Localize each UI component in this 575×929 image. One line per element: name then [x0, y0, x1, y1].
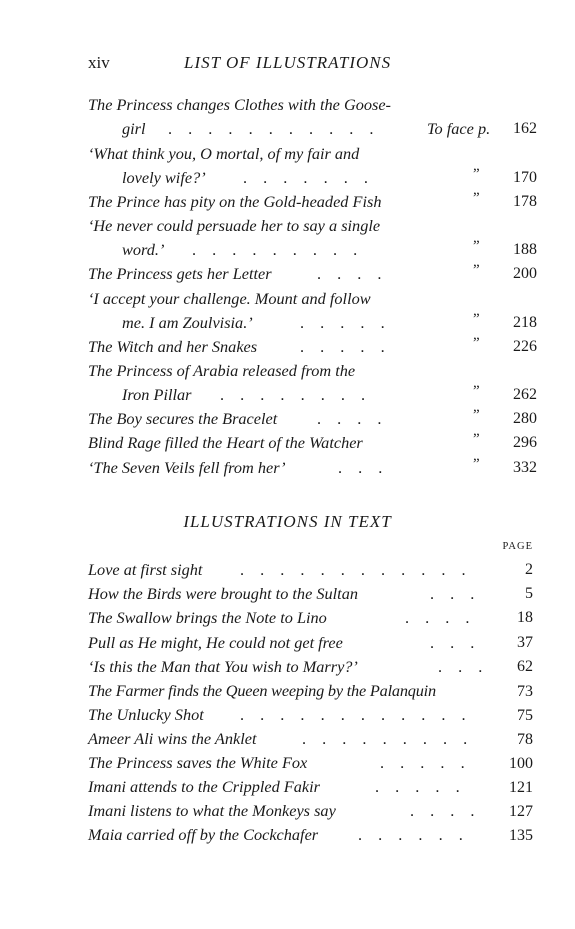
list-item-text: Imani attends to the Crippled Fakir — [88, 777, 320, 796]
ditto-mark: ” — [473, 431, 480, 447]
list-item-page: 78 — [517, 731, 533, 748]
ditto-mark: ” — [473, 311, 480, 327]
plate-caption-line: Blind Rage filled the Heart of the Watcher — [88, 433, 363, 452]
list-item-text: The Swallow brings the Note to Lino — [88, 608, 327, 627]
list-item-text: The Princess saves the White Fox — [88, 753, 308, 772]
ditto-mark: ” — [473, 383, 480, 399]
leader-dots: . . . . — [317, 264, 388, 283]
list-item-text: Pull as He might, He could not get free — [88, 633, 343, 652]
list-item-page: 127 — [509, 803, 533, 820]
leader-dots: . . . . . . . . . . . . — [240, 705, 472, 724]
list-item-page: 2 — [525, 561, 533, 578]
page-title: LIST OF ILLUSTRATIONS — [184, 53, 392, 72]
list-item-page: 73 — [517, 683, 533, 700]
leader-dots: . . . — [430, 633, 481, 652]
list-item-text: Ameer Ali wins the Anklet — [88, 729, 257, 748]
plate-caption-line: ‘He never could persuade her to say a single — [88, 216, 381, 235]
leader-dots: . . . — [438, 657, 489, 676]
list-item-text: Maia carried off by the Cockchafer — [88, 825, 319, 844]
plate-caption-line: The Boy secures the Bracelet — [88, 409, 278, 428]
leader-dots: . . . . . . . . . . . — [168, 119, 380, 138]
leader-dots: . . . . — [317, 409, 388, 428]
plate-page: 280 — [513, 410, 537, 427]
list-item-page: 100 — [509, 755, 533, 772]
list-item-text: How the Birds were brought to the Sultan — [88, 584, 358, 603]
plate-caption-line: girl — [122, 119, 146, 138]
plate-page: 296 — [513, 434, 537, 451]
leader-dots: . . . . . . . . . . . . — [240, 560, 472, 579]
ditto-mark: ” — [473, 335, 480, 351]
plate-caption-line: ‘I accept your challenge. Mount and follow — [88, 289, 371, 308]
plate-caption-line: The Princess gets her Letter — [88, 264, 272, 283]
plate-caption-line: me. I am Zoulvisia.’ — [122, 313, 253, 332]
page-column-label: PAGE — [502, 541, 533, 552]
plate-ref: To face p. — [427, 119, 491, 138]
leader-dots: . . . — [338, 458, 389, 477]
plate-page: 262 — [513, 386, 537, 403]
list-item-page: 18 — [517, 609, 533, 626]
list-item-page: 5 — [525, 585, 533, 602]
leader-dots: . . . . . . . . . — [192, 240, 364, 259]
page-number: xiv — [88, 53, 110, 72]
ditto-mark: ” — [473, 456, 480, 472]
list-item-page: 37 — [517, 634, 533, 651]
list-item-text: The Farmer finds the Queen weeping by the Palanquin — [88, 681, 436, 700]
list-item-page: 62 — [517, 658, 533, 675]
leader-dots: . . . — [430, 584, 481, 603]
plate-caption-line: Iron Pillar — [122, 385, 192, 404]
leader-dots: . . . . . . . . . — [302, 729, 474, 748]
plate-caption-line: ‘The Seven Veils fell from her’ — [88, 458, 286, 477]
leader-dots: . . . . . — [380, 753, 471, 772]
ditto-mark: ” — [473, 407, 480, 423]
ditto-mark: ” — [473, 262, 480, 278]
plate-caption-line: lovely wife?’ — [122, 168, 206, 187]
plate-page: 188 — [513, 241, 537, 258]
list-item-page: 75 — [517, 707, 533, 724]
plate-page: 178 — [513, 193, 537, 210]
ditto-mark: ” — [473, 190, 480, 206]
leader-dots: . . . . . — [300, 337, 391, 356]
leader-dots: . . . . . — [375, 777, 466, 796]
leader-dots: . . . . . — [300, 313, 391, 332]
list-item-text: ‘Is this the Man that You wish to Marry?’ — [88, 657, 358, 676]
leader-dots: . . . . . . — [358, 825, 469, 844]
list-item-text: Love at first sight — [88, 560, 203, 579]
list-item-text: The Unlucky Shot — [88, 705, 204, 724]
plate-caption-line: The Princess of Arabia released from the — [88, 361, 356, 380]
plate-caption-line: word.’ — [122, 240, 165, 259]
plate-caption-line: The Witch and her Snakes — [88, 337, 258, 356]
leader-dots: . . . . . . . . — [220, 385, 372, 404]
list-item-page: 121 — [509, 779, 533, 796]
plate-page: 200 — [513, 265, 537, 282]
leader-dots: . . . . . . . — [243, 168, 374, 187]
ditto-mark: ” — [473, 166, 480, 182]
plate-page: 332 — [513, 459, 537, 476]
section-title: ILLUSTRATIONS IN TEXT — [183, 512, 392, 531]
ditto-mark: ” — [473, 238, 480, 254]
list-item-page: 135 — [509, 827, 533, 844]
plate-page: 218 — [513, 314, 537, 331]
plate-page: 170 — [513, 169, 537, 186]
leader-dots: . . . . — [410, 801, 481, 820]
plate-caption-line: The Prince has pity on the Gold-headed Fish — [88, 192, 382, 211]
plate-caption-line: The Princess changes Clothes with the Goose- — [88, 95, 391, 114]
list-item-text: Imani listens to what the Monkeys say — [88, 801, 336, 820]
plate-page: 226 — [513, 338, 537, 355]
plate-page: 162 — [513, 120, 537, 137]
plate-caption-line: ‘What think you, O mortal, of my fair and — [88, 144, 360, 163]
leader-dots: . . . . — [405, 608, 476, 627]
